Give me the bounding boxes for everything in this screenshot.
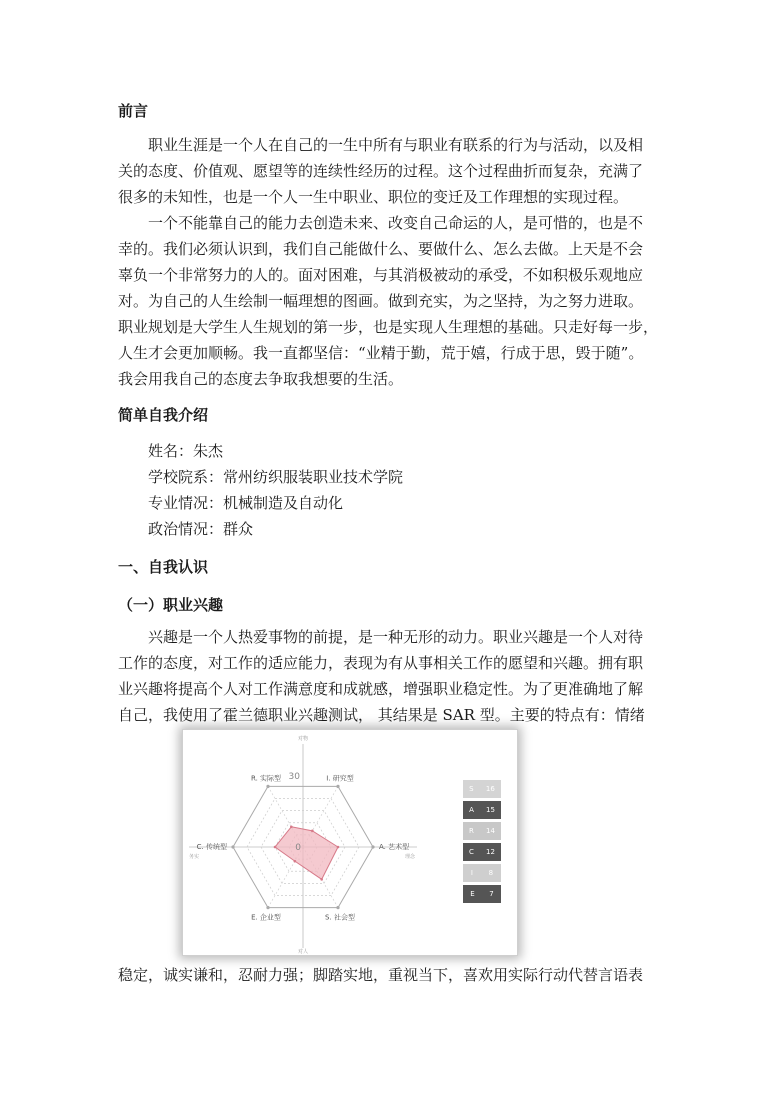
text-line: 关的态度、价值观、愿望等的连续性经历的过程。这个过程曲折而复杂，充满了 (118, 162, 644, 180)
quadrant-label-bottom: 对人 (297, 949, 309, 955)
text-line: 兴趣是一个人热爱事物的前提，是一种无形的动力。职业兴趣是一个人对待 (118, 628, 644, 646)
tick-label: 30 (288, 772, 300, 782)
vertex-dot (336, 785, 339, 788)
preface-heading: 前言 (118, 102, 149, 120)
score-code: R (469, 827, 474, 835)
section1-subheading: （一）职业兴趣 (118, 596, 224, 614)
score-code: C (469, 848, 474, 856)
text-line: 人生才会更加顺畅。我一直都坚信：“业精于勤，荒于嬉，行成于思，毁于随”。 (118, 344, 644, 362)
score-code: A (469, 806, 474, 814)
score-value: 8 (488, 869, 494, 877)
data-area (275, 827, 338, 880)
holland-test-figure (183, 730, 517, 955)
info-school: 学校院系：常州纺织服装职业技术学院 (148, 468, 404, 486)
tick-label: 0 (295, 843, 301, 853)
text-line: 工作的态度，对工作的适应能力，表现为有从事相关工作的愿望和兴趣。拥有职 (118, 654, 644, 672)
preface-paragraph-1 (118, 132, 658, 210)
score-panel (463, 780, 501, 906)
text-line: 稳定，诚实谦和，忍耐力强；脚踏实地，重视当下，喜欢用实际行动代替言语表 (118, 966, 644, 984)
interest-paragraph (118, 624, 658, 728)
data-point (320, 878, 323, 881)
info-politics: 政治情况：群众 (148, 520, 254, 538)
data-point (294, 860, 297, 863)
vertex-dot (266, 785, 269, 788)
score-row (463, 885, 501, 903)
text-line: 业兴趣将提高个人对工作满意度和成就感，增强职业稳定性。为了更准确地了解 (118, 680, 644, 698)
vertex-dot (266, 906, 269, 909)
text-line: 幸的。我们必须认识到，我们自己能做什么、要做什么、怎么去做。上天是不会 (118, 240, 644, 258)
data-point (290, 825, 293, 828)
text-line: 辜负一个非常努力的人的。面对困难，与其消极被动的承受，不如积极乐观地应 (118, 266, 644, 284)
vertex-dot (231, 845, 234, 848)
data-point (274, 846, 277, 849)
text-line: 自己，我使用了霍兰德职业兴趣测试， 其结果是 SAR 型。主要的特点有：情绪 (118, 706, 645, 724)
text-line: 我会用我自己的态度去争取我想要的生活。 (118, 370, 404, 388)
axis-label: R. 实际型 (250, 774, 282, 783)
quadrant-label-left: 务实 (189, 854, 200, 860)
text-line: 对。为自己的人生绘制一幅理想的图画。做到充实，为之坚持，为之努力进取。 (118, 292, 644, 310)
score-value: 15 (486, 806, 495, 814)
text-line: 一个不能靠自己的能力去创造未来、改变自己命运的人，是可惜的，也是不 (118, 214, 644, 232)
axis-label: C. 传统型 (196, 843, 227, 851)
score-row (463, 822, 501, 840)
data-point (337, 846, 340, 849)
info-major: 专业情况：机械制造及自动化 (148, 494, 344, 512)
text-line: 职业生涯是一个人在自己的一生中所有与职业有联系的行为与活动，以及相 (118, 136, 644, 154)
text-line: 很多的未知性，也是一个人一生中职业、职位的变迁及工作理想的实现过程。 (118, 188, 629, 206)
preface-paragraph-2 (118, 210, 658, 392)
quadrant-label-top: 对物 (297, 736, 309, 742)
quadrant-label-right: 理念 (404, 854, 415, 860)
score-value: 7 (489, 890, 494, 898)
section1-heading: 一、自我认识 (118, 558, 209, 576)
axis-label: S. 社会型 (325, 913, 355, 922)
score-row (463, 864, 501, 882)
axis-label: I. 研究型 (326, 774, 354, 783)
score-value: 14 (486, 827, 495, 835)
score-row (463, 843, 501, 861)
vertex-dot (336, 906, 339, 909)
score-value: 16 (485, 785, 495, 793)
score-row (463, 801, 501, 819)
vertex-dot (371, 845, 374, 848)
score-code: E (470, 890, 475, 898)
intro-heading: 简单自我介绍 (118, 406, 209, 424)
score-value: 12 (486, 848, 495, 856)
score-code: I (470, 869, 473, 877)
intro-info (148, 438, 403, 542)
data-point (311, 830, 314, 833)
axis-label: E. 企业型 (251, 913, 281, 922)
interest-paragraph-continued (118, 962, 658, 988)
score-row (463, 780, 501, 798)
text-line: 职业规划是大学生人生规划的第一步，也是实现人生理想的基础。只走好每一步， (118, 318, 659, 336)
axis-label: A. 艺术型 (379, 843, 410, 851)
score-code: S (469, 785, 474, 793)
info-name: 姓名：朱杰 (148, 442, 224, 460)
